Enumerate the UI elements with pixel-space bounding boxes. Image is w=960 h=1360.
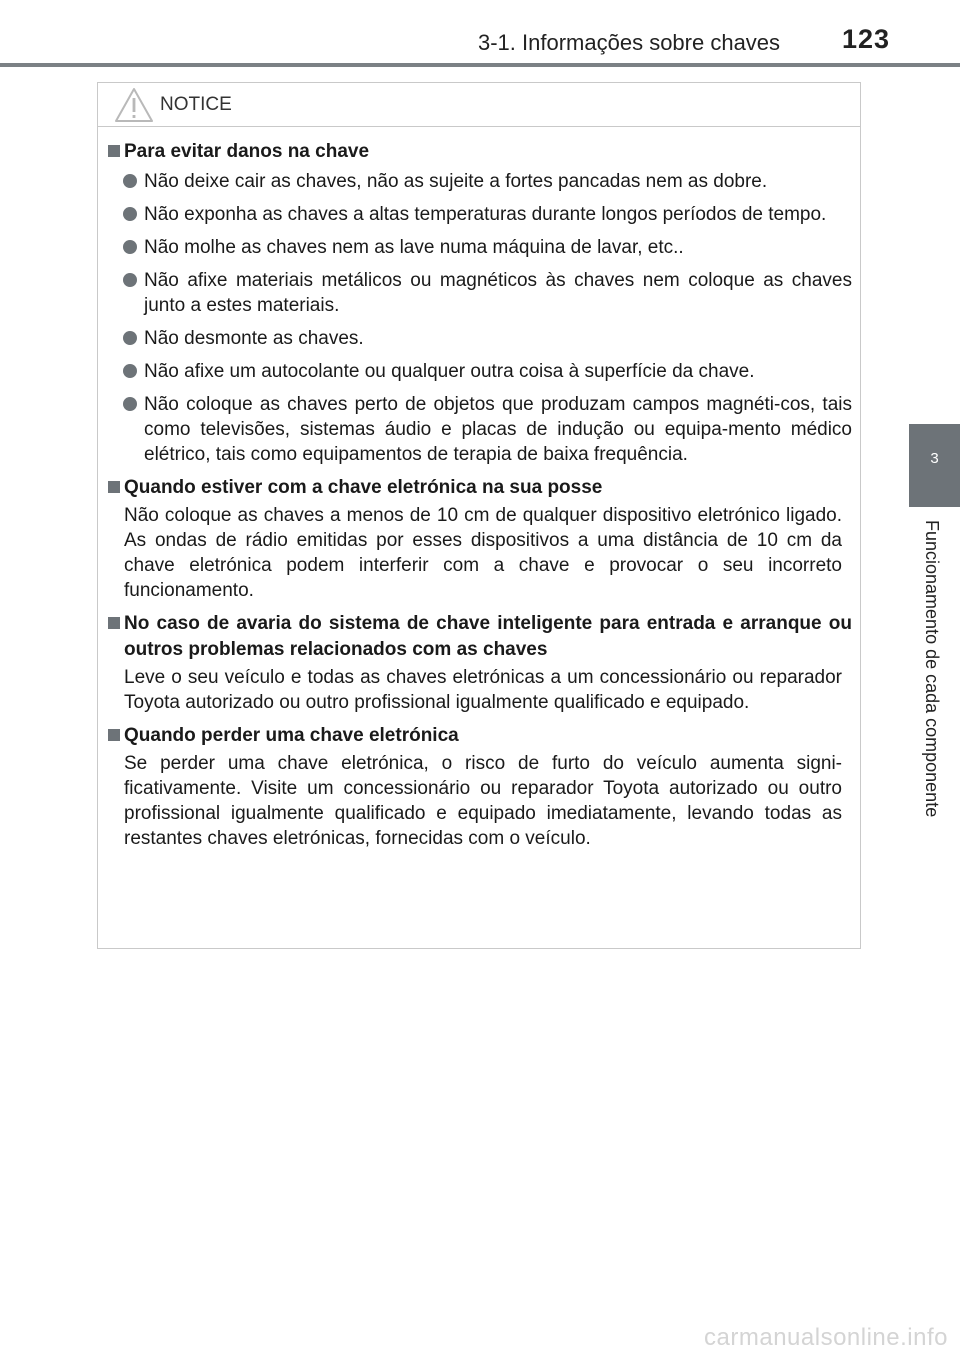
section-heading-text: Para evitar danos na chave (124, 141, 370, 162)
section-heading-text: Quando perder uma chave eletrónica (124, 725, 459, 746)
section-heading (108, 475, 852, 501)
chapter-label: Funcionamento de cada componente (922, 520, 942, 818)
page-number: 123 (842, 24, 891, 54)
notice-section-lost-key (108, 723, 852, 851)
square-bullet-icon (108, 729, 120, 741)
list-item (108, 268, 852, 318)
bullet-list (108, 169, 852, 467)
warning-triangle-icon (114, 87, 154, 123)
list-item-text: Não afixe um autocolante ou qualquer outra coisa à superfície da chave. (144, 361, 755, 382)
round-bullet-icon (123, 240, 137, 254)
list-item-text: Não desmonte as chaves. (144, 328, 364, 349)
section-heading (108, 611, 852, 663)
square-bullet-icon (108, 145, 120, 157)
list-item-text: Não exponha as chaves a altas temperaturas durante longos períodos de tempo. (144, 204, 827, 225)
list-item-text: Não molhe as chaves nem as lave numa máquina de lavar, etc.. (144, 237, 684, 258)
section-heading-text: Quando estiver com a chave eletrónica na sua posse (124, 477, 603, 498)
notice-body (98, 139, 860, 859)
section-paragraph: Leve o seu veículo e todas as chaves eletrónicas a um concessionário ou reparador Toyota autorizado ou outro profissional igualmente qualificado e equipado. (124, 667, 842, 713)
section-paragraph: Se perder uma chave eletrónica, o risco de furto do veículo aumenta signi-ficativamente. Visite um concessionário ou reparador Toyota autorizado ou outro profissional igualmente qualificado e equipado imediatamente, levando todas as restantes chaves eletrónicas, fornecidas com o veículo. (124, 753, 842, 849)
square-bullet-icon (108, 617, 120, 629)
section-heading (108, 723, 852, 749)
notice-section-malfunction (108, 611, 852, 715)
list-item (108, 169, 852, 194)
round-bullet-icon (123, 273, 137, 287)
round-bullet-icon (123, 331, 137, 345)
round-bullet-icon (123, 364, 137, 378)
section-paragraph: Não coloque as chaves a menos de 10 cm de qualquer dispositivo eletrónico ligado. As ondas de rádio emitidas por esses dispositivos a uma distância de 10 cm da chave eletrónica podem interferir com a chave e provocar o seu incorreto funcionamento. (124, 505, 842, 601)
square-bullet-icon (108, 481, 120, 493)
list-item (108, 359, 852, 384)
chapter-tab (909, 424, 960, 507)
list-item-text: Não afixe materiais metálicos ou magnéticos às chaves nem coloque as chaves junto a estes materiais. (144, 270, 852, 316)
round-bullet-icon (123, 207, 137, 221)
header-divider (0, 63, 960, 67)
notice-section-electronic-key (108, 475, 852, 603)
list-item (108, 392, 852, 467)
list-item (108, 202, 852, 227)
list-item-text: Não deixe cair as chaves, não as sujeite a fortes pancadas nem as dobre. (144, 171, 768, 192)
header-section-title: 3-1. Informações sobre chaves (478, 30, 781, 55)
list-item-text: Não coloque as chaves perto de objetos que produzam campos magnéti-cos, tais como televisões, sistemas áudio e placas de indução ou equipa-mento médico elétrico, tais como equipamentos de terapia de baixa frequência. (144, 394, 852, 465)
list-item (108, 326, 852, 351)
notice-box (97, 82, 861, 949)
footer-watermark: carmanualsonline.info (704, 1324, 948, 1351)
notice-title: NOTICE (160, 94, 232, 115)
notice-section-key-damage (108, 139, 852, 467)
round-bullet-icon (123, 174, 137, 188)
round-bullet-icon (123, 397, 137, 411)
list-item (108, 235, 852, 260)
chapter-number: 3 (930, 450, 939, 467)
section-heading-text: No caso de avaria do sistema de chave inteligente para entrada e arranque ou outros problemas relacionados com as chaves (124, 613, 852, 660)
notice-header (98, 83, 860, 127)
section-heading (108, 139, 852, 165)
